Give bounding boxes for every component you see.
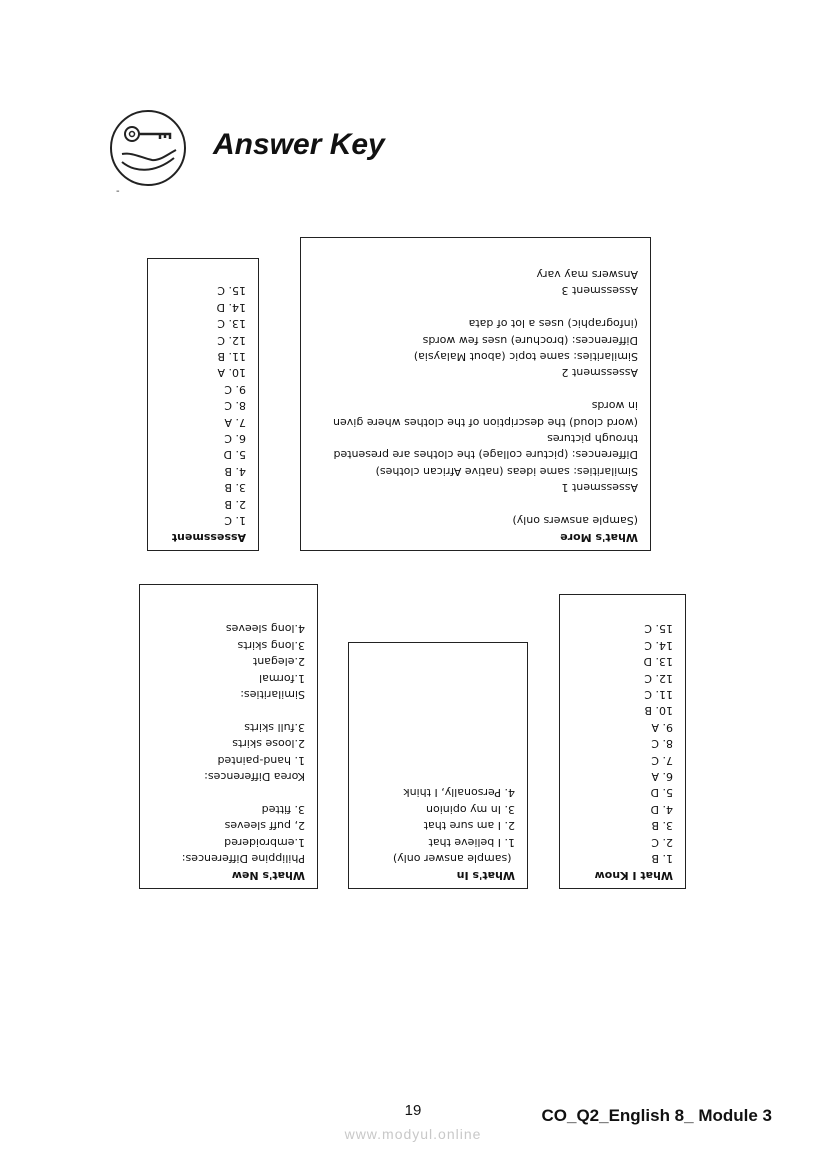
what-i-know-line: 6. A xyxy=(651,769,673,783)
whats-new-line: 2.loose skirts xyxy=(232,737,305,751)
whats-in-line: 1. I believe that xyxy=(428,835,515,849)
whats-new-line: 1.formal xyxy=(259,671,305,685)
what-i-know-line: 4. D xyxy=(650,802,673,816)
assessment-line: 12. C xyxy=(217,333,246,347)
assessment-line: 2. B xyxy=(224,497,246,511)
what-i-know-line: 11. C xyxy=(644,687,673,701)
whats-more-line: Assessment 3 xyxy=(561,284,638,298)
what-i-know-line: 2. C xyxy=(651,835,673,849)
what-i-know-line: 15. C xyxy=(644,622,673,636)
what-i-know-line: 7. C xyxy=(651,753,673,767)
whats-more-line: Answers may vary xyxy=(536,267,638,281)
whats-more-line: Assessment 2 xyxy=(561,366,638,380)
whats-more-line: in words xyxy=(591,399,638,413)
whats-new-line: Similarities: xyxy=(240,687,305,701)
whats-new-line: Philippine Differences: xyxy=(181,852,305,865)
whats-new-line: 2.elegant xyxy=(252,655,305,669)
assessment-line: 8. C xyxy=(224,399,246,413)
assessment-line: 6. C xyxy=(224,431,246,445)
whats-more-line: Similarities: same ideas (native African clothes) xyxy=(375,464,638,478)
whats-more-line xyxy=(313,495,638,511)
assessment-line: 5. D xyxy=(223,448,246,462)
page-number: 19 xyxy=(404,1102,422,1119)
whats-more-line: (Sample answers only) xyxy=(512,514,638,527)
whats-more-line: (word cloud) the description of the clothes where given xyxy=(333,415,638,429)
whats-in-heading: What's In xyxy=(456,869,515,882)
assessment-line: 13. C xyxy=(217,317,246,331)
whats-more-line: Assessment 1 xyxy=(561,481,638,495)
whats-more-line: through pictures xyxy=(547,431,638,445)
assessment-heading: Assessment xyxy=(171,531,246,544)
whats-more-line: Differences: (picture collage) the clothes are presented xyxy=(333,448,638,462)
whats-more-line xyxy=(313,298,638,314)
whats-more-line: (infographic) uses a lot of data xyxy=(468,317,638,331)
whats-new-heading: What's New xyxy=(231,869,305,882)
whats-new-line: 2, puff sleeves xyxy=(224,819,305,833)
assessment-line: 3. B xyxy=(224,481,246,495)
what-i-know-line: 10. B xyxy=(644,704,673,718)
assessment-line: 10. A xyxy=(217,366,246,380)
whats-in-line: 3. In my opinion xyxy=(426,802,515,816)
whats-more-box xyxy=(300,237,651,551)
what-i-know-line: 1. B xyxy=(651,852,673,865)
watermark: www.modyul.online xyxy=(344,1126,482,1142)
whats-more-line: Differences: (brochure) uses few words xyxy=(422,333,638,347)
what-i-know-line: 13. D xyxy=(643,655,673,669)
assessment-box xyxy=(147,258,259,551)
assessment-line: 7. A xyxy=(224,415,246,429)
whats-more-line xyxy=(313,380,638,396)
whats-new-line xyxy=(152,784,305,800)
what-i-know-box xyxy=(559,594,686,889)
whats-new-line: Korea Differences: xyxy=(204,769,305,783)
assessment-line: 15. C xyxy=(217,284,246,298)
whats-new-line: 4.long sleeves xyxy=(225,622,305,636)
whats-new-line: 1.embroidered xyxy=(224,835,305,849)
whats-new-line: 3. fitted xyxy=(261,802,305,816)
assessment-line: 4. B xyxy=(224,464,246,478)
whats-in-box xyxy=(348,642,528,889)
module-code: CO_Q2_English 8_ Module 3 xyxy=(541,1106,772,1125)
what-i-know-line: 9. A xyxy=(651,720,673,734)
assessment-line: 14. D xyxy=(216,300,246,314)
what-i-know-line: 12. C xyxy=(644,671,673,685)
whats-new-line: 3.full skirts xyxy=(244,720,305,734)
whats-new-box xyxy=(139,584,318,889)
key-in-hand-icon xyxy=(108,108,188,188)
assessment-line: 1. C xyxy=(224,514,246,527)
whats-more-line: Similarities: same topic (about Malaysia) xyxy=(413,349,638,363)
what-i-know-line: 5. D xyxy=(650,786,673,800)
what-i-know-line: 8. C xyxy=(651,737,673,751)
whats-new-line xyxy=(152,702,305,718)
what-i-know-line: 3. B xyxy=(651,819,673,833)
whats-in-line: (sample answer only) xyxy=(392,852,515,865)
what-i-know-heading: What I Know xyxy=(594,869,673,882)
assessment-line: 9. C xyxy=(224,382,246,396)
whats-in-line: 2. I am sure that xyxy=(423,819,515,833)
whats-more-heading: What's More xyxy=(560,531,638,544)
what-i-know-line: 14. C xyxy=(644,638,673,652)
whats-new-line: 3.long skirts xyxy=(237,638,305,652)
whats-in-line: 4. Personally, I think xyxy=(403,786,515,800)
stray-dash: - xyxy=(116,186,120,197)
assessment-line: 11. B xyxy=(217,349,246,363)
whats-new-line: 1. hand-painted xyxy=(217,753,305,767)
page-title: Answer Key xyxy=(213,128,385,161)
